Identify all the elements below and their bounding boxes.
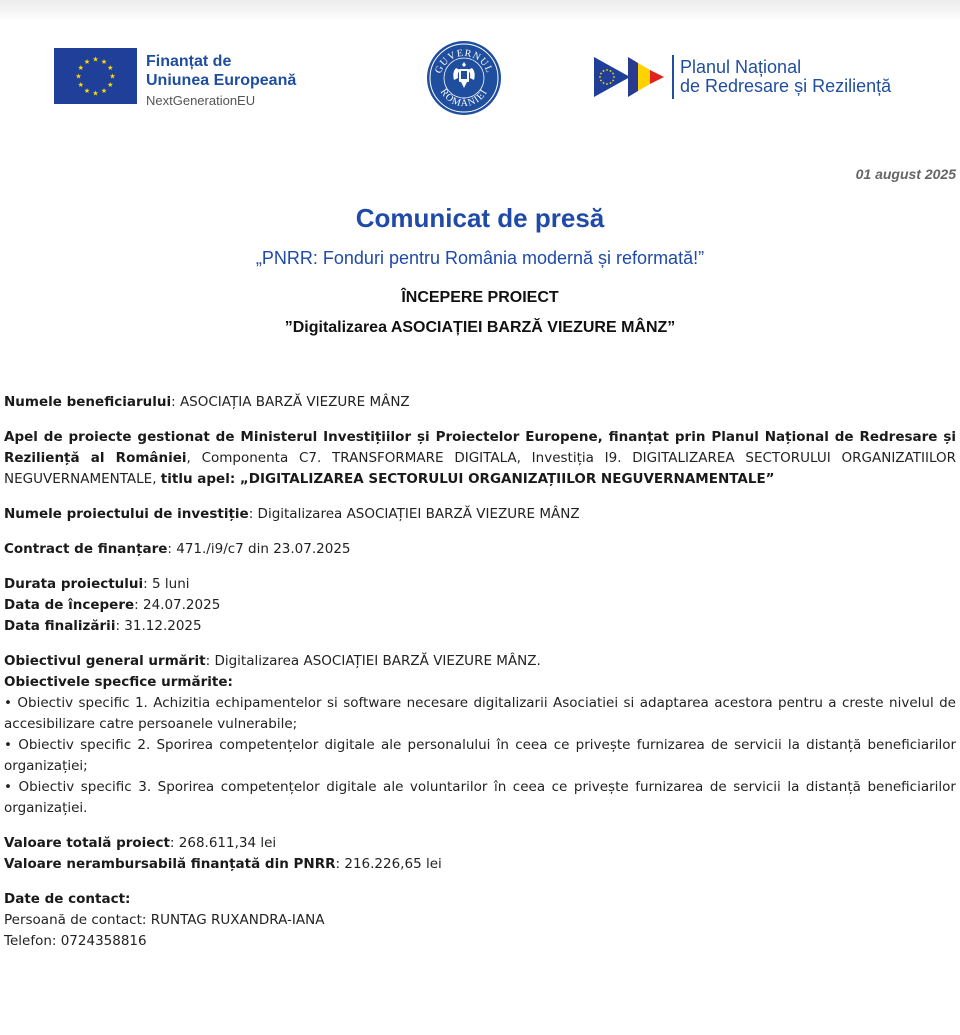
- romanian-government-seal-icon: [426, 40, 502, 116]
- pnrr-star-icon: [610, 82, 612, 84]
- pnrr-star-icon: [599, 76, 601, 78]
- beneficiary-row: Numele beneficiarului: ASOCIAȚIA BARZĂ VIEZURE MÂNZ: [4, 394, 410, 410]
- start-date-label: Data de începere: [4, 597, 135, 613]
- project-start-heading: ÎNCEPERE PROIECT: [401, 289, 559, 306]
- top-shadow: [0, 0, 960, 22]
- call-label: Apel de proiecte gestionat de Ministerul Investițiilor și Proiectelor Europene, finanțat prin Planul Național de Redresare și Reziliență al României: [4, 429, 956, 466]
- start-date-row: Data de începere: 24.07.2025: [4, 597, 221, 613]
- contract-row: Contract de finanțare: 471./i9/c7 din 23.07.2025: [4, 541, 351, 557]
- eu-star-icon: ★: [92, 89, 99, 98]
- page-subtitle: „PNRR: Fonduri pentru România modernă și reformată!”: [255, 248, 705, 268]
- pnrr-logo-line1: Planul Național: [680, 57, 802, 77]
- contact-person: Persoană de contact: RUNTAG RUXANDRA-IANA: [4, 912, 325, 928]
- grant-value-label: Valoare nerambursabilă finanțată din PNRR: [4, 856, 336, 872]
- call-title: titlu apel: „DIGITALIZAREA SECTORULUI ORGANIZAȚIILOR NEGUVERNAMENTALE”: [160, 471, 775, 487]
- eu-star-icon: ★: [107, 64, 114, 72]
- duration-value: 5 luni: [152, 576, 190, 592]
- press-release-date: 01 august 2025: [855, 166, 956, 182]
- eu-star-icon: ★: [100, 87, 108, 96]
- duration-label: Durata proiectului: [4, 576, 144, 592]
- logo-bar: [0, 40, 960, 115]
- total-value-amount: 268.611,34 lei: [178, 835, 277, 851]
- eu-star-icon: ★: [75, 72, 82, 81]
- gov-seal-bottom-text: ROMÂNIEI: [437, 86, 491, 110]
- project-name-value: Digitalizarea ASOCIAȚIEI BARZĂ VIEZURE MÂNZ: [257, 506, 580, 522]
- pnrr-star-icon: [600, 73, 602, 75]
- gov-seal-top-text: GUVERNUL: [433, 47, 495, 76]
- eu-star-icon: ★: [83, 87, 91, 96]
- pnrr-star-icon: [606, 83, 608, 85]
- grant-value-amount: 216.226,65 lei: [344, 856, 442, 872]
- eu-star-icon: ★: [107, 81, 114, 89]
- total-value-label: Valoare totală proiect: [4, 835, 170, 851]
- eu-flag-icon: [54, 48, 137, 104]
- pnrr-star-icon: [603, 70, 605, 72]
- end-date-label: Data finalizării: [4, 618, 116, 634]
- grant-value-row: Valoare nerambursabilă finanțată din PNRR: 216.226,65 lei: [4, 856, 442, 872]
- pnrr-star-icon: [600, 80, 602, 82]
- eu-logo-line1: Finanțat de: [146, 53, 232, 70]
- pnrr-star-icon: [612, 80, 614, 82]
- specific-objective-3: • Obiectiv specific 3. Sporirea competențelor digitale ale voluntarilor în ceea ce privește furnizarea de servicii la distanță beneficiarilor organizației.: [4, 779, 956, 816]
- eu-star-icon: ★: [77, 64, 84, 72]
- eu-star-icon: ★: [109, 72, 116, 81]
- eu-star-icon: ★: [92, 55, 99, 64]
- eu-star-icon: ★: [77, 81, 84, 89]
- end-date-row: Data finalizării: 31.12.2025: [4, 618, 202, 634]
- contact-heading: Date de contact:: [4, 891, 131, 907]
- end-date-value: 31.12.2025: [124, 618, 202, 634]
- eu-logo-line3: NextGenerationEU: [146, 93, 256, 108]
- beneficiary-label: Numele beneficiarului: [4, 394, 172, 410]
- project-name-label: Numele proiectului de investiție: [4, 506, 249, 522]
- general-objective-label: Obiectivul general urmărit: [4, 653, 206, 669]
- project-name-row: Numele proiectului de investiție: Digitalizarea ASOCIAȚIEI BARZĂ VIEZURE MÂNZ: [4, 506, 580, 522]
- general-objective-row: Obiectivul general urmărit: Digitalizarea ASOCIAȚIEI BARZĂ VIEZURE MÂNZ.: [4, 653, 541, 669]
- pnrr-star-icon: [603, 82, 605, 84]
- general-objective-value: Digitalizarea ASOCIAȚIEI BARZĂ VIEZURE MÂNZ.: [214, 653, 541, 669]
- pnrr-logo: [594, 55, 891, 99]
- contact-phone: Telefon: 0724358816: [4, 933, 147, 949]
- duration-row: Durata proiectului: 5 luni: [4, 576, 190, 592]
- project-name-heading: ”Digitalizarea ASOCIAȚIEI BARZĂ VIEZURE MÂNZ”: [284, 319, 676, 336]
- call-text: , Componenta C7. TRANSFORMARE DIGITALA, Investiția I9. DIGITALIZAREA SECTORULUI ORGANIZATIILOR NEGUVERNAMENTALE,: [4, 450, 956, 487]
- call-row: [4, 427, 956, 490]
- pnrr-star-icon: [610, 70, 612, 72]
- contract-value: 471./i9/c7 din 23.07.2025: [176, 541, 351, 557]
- press-release-body: [4, 392, 956, 952]
- start-date-value: 24.07.2025: [142, 597, 221, 613]
- specific-objective-2: • Obiectiv specific 2. Sporirea competențelor digitale ale personalului în ceea ce privește furnizarea de servicii la distanță beneficiarilor organizației;: [4, 737, 956, 774]
- page-title: Comunicat de presă: [355, 203, 605, 233]
- contract-label: Contract de finanțare: [4, 541, 168, 557]
- pnrr-star-icon: [606, 69, 608, 71]
- specific-objective-1: • Obiectiv specific 1. Achizitia echipamentelor si software necesare digitalizarii Asociatiei si adaptarea acestora pentru a creste nivelul de accesibilizare catre persoanele vulnerabile;: [4, 695, 956, 732]
- specific-objectives-heading: Obiectivele specfice urmărite:: [4, 674, 233, 690]
- beneficiary-value: ASOCIAȚIA BARZĂ VIEZURE MÂNZ: [179, 394, 410, 410]
- pnrr-star-icon: [613, 76, 615, 78]
- pnrr-arrows-icon: [594, 55, 666, 99]
- eu-star-icon: ★: [83, 57, 91, 66]
- eu-funding-logo: [54, 48, 296, 109]
- total-value-row: Valoare totală proiect: 268.611,34 lei: [4, 835, 277, 851]
- pnrr-divider: [672, 55, 674, 99]
- pnrr-star-icon: [612, 73, 614, 75]
- eu-star-icon: ★: [100, 57, 108, 66]
- eu-logo-line2: Uniunea Europeană: [146, 72, 297, 89]
- pnrr-logo-line2: de Redresare și Reziliență: [680, 76, 892, 96]
